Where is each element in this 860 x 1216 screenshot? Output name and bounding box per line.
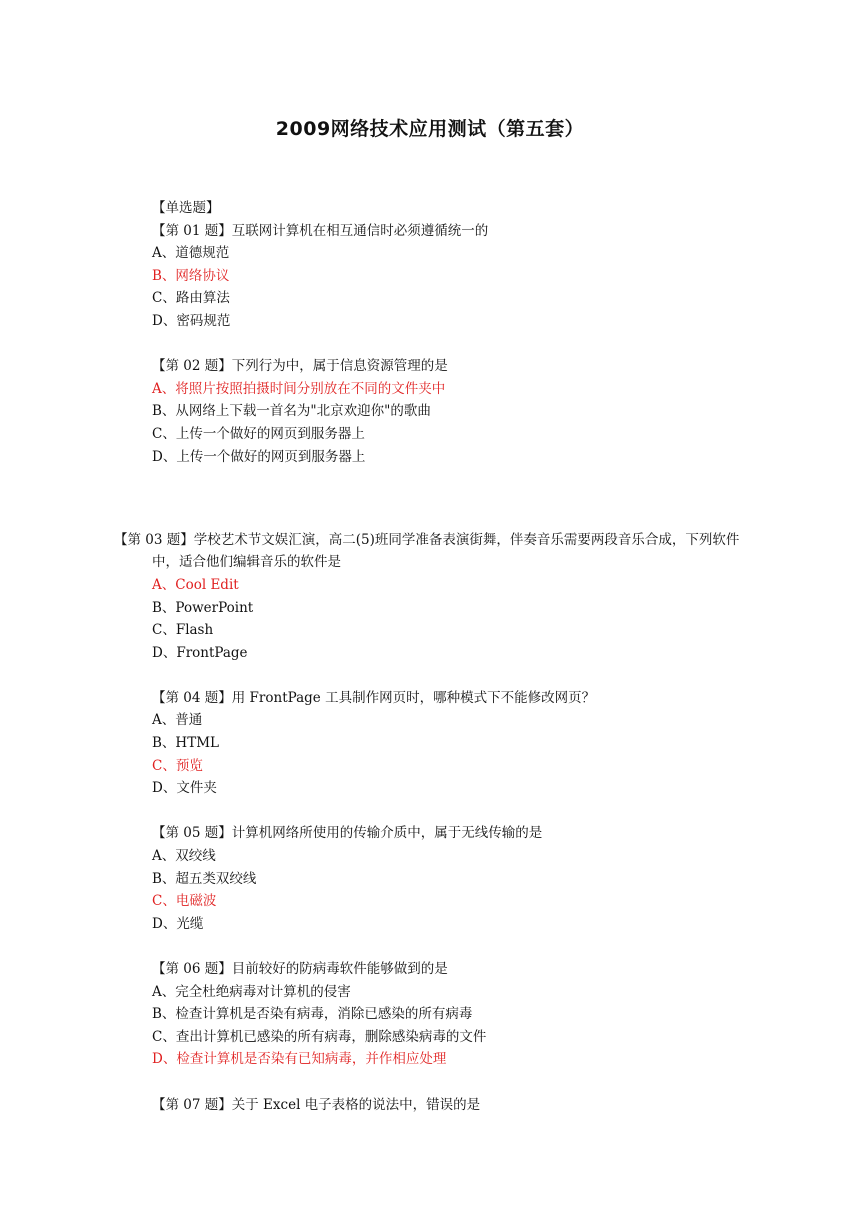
option-a-answer: A、Cool Edit — [152, 576, 239, 593]
question-1 — [152, 220, 742, 333]
option-a: A、普通 — [152, 712, 203, 729]
question-stem: 【第 04 题】用 FrontPage 工具制作网页时，哪种模式下不能修改网页？ — [152, 689, 596, 706]
option-c: C、Flash — [152, 622, 214, 639]
option-c: C、路由算法 — [152, 290, 230, 307]
option-c-answer: C、电磁波 — [152, 893, 217, 910]
option-c: C、查出计算机已感染的所有病毒，删除感染病毒的文件 — [152, 1028, 487, 1045]
option-d: D、上传一个做好的网页到服务器上 — [152, 448, 366, 465]
question-7 — [152, 1094, 742, 1117]
option-b: B、超五类双绞线 — [152, 870, 257, 887]
option-b: B、HTML — [152, 735, 219, 752]
document-title: 2009网络技术应用测试（第五套） — [275, 118, 585, 140]
question-4 — [152, 687, 742, 800]
question-stem: 【第 06 题】目前较好的防病毒软件能够做到的是 — [152, 961, 448, 977]
option-d-answer: D、检查计算机是否染有已知病毒，并作相应处理 — [152, 1051, 447, 1068]
option-a: A、双绞线 — [152, 848, 216, 865]
question-stem: 【第 01 题】互联网计算机在相互通信时必须遵循统一的 — [152, 222, 489, 239]
option-d: D、光缆 — [152, 915, 204, 932]
option-d: D、密码规范 — [152, 312, 231, 329]
option-a-answer: A、将照片按照拍摄时间分别放在不同的文件夹中 — [152, 380, 446, 397]
question-stem: 【第 05 题】计算机网络所使用的传输介质中，属于无线传输的是 — [152, 825, 543, 842]
question-6 — [152, 958, 742, 1071]
option-b-answer: B、网络协议 — [152, 267, 230, 284]
spacer — [152, 491, 742, 529]
option-d: D、文件夹 — [152, 780, 217, 797]
question-list — [114, 197, 742, 1139]
option-b: B、PowerPoint — [152, 599, 254, 616]
question-stem: 【第 07 题】关于 Excel 电子表格的说法中，错误的是 — [152, 1096, 481, 1113]
question-5 — [152, 822, 742, 935]
question-3 — [114, 529, 742, 665]
question-2 — [152, 355, 742, 468]
option-c: C、上传一个做好的网页到服务器上 — [152, 425, 365, 442]
option-b: B、从网络上下载一首名为"北京欢迎你"的歌曲 — [152, 403, 431, 420]
section-label: 【单选题】 — [152, 200, 220, 216]
option-d: D、FrontPage — [152, 644, 248, 661]
question-stem: 【第 03 题】学校艺术节文娱汇演，高二(5)班同学准备表演街舞，伴奏音乐需要两段音乐合成，下列软件中，适合他们编辑音乐的软件是 — [114, 531, 740, 571]
option-a: A、道德规范 — [152, 245, 230, 262]
option-b: B、检查计算机是否染有病毒，消除已感染的所有病毒 — [152, 1006, 473, 1023]
option-c-answer: C、预览 — [152, 757, 203, 774]
option-a: A、完全杜绝病毒对计算机的侵害 — [152, 983, 351, 1000]
question-stem: 【第 02 题】下列行为中，属于信息资源管理的是 — [152, 358, 448, 375]
